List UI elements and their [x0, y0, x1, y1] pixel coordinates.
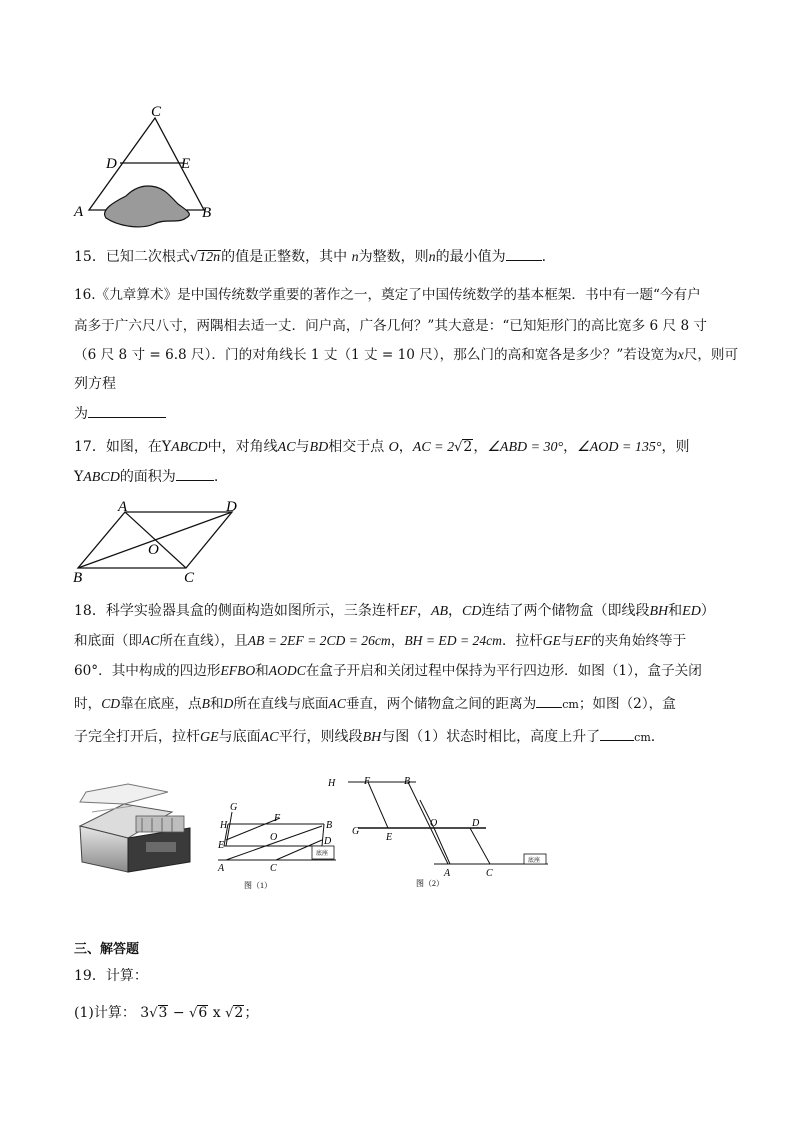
- question-18-line1: 18．科学实验器具盒的侧面构造如图所示，三条连杆EF，AB，CD连结了两个储物盒（即线段BH和ED）: [74, 603, 715, 619]
- figure-1: [212, 796, 340, 892]
- base-label-1: 底座: [316, 851, 329, 857]
- question-15: 15．已知二次根式√12n的值是正整数，其中 n为整数，则n的最小值为 .: [74, 249, 547, 265]
- question-18-line2: 和底面（即AC所在直线），且AB = 2EF = 2CD = 26cm，BH = ED = 24cm．拉杆GE与EF的夹角始终等于: [74, 633, 687, 649]
- label-C: C: [151, 104, 162, 120]
- label-D: D: [226, 499, 237, 515]
- answer-blank-15[interactable]: [506, 260, 542, 261]
- question-16-line3: （6 尺 8 寸 = 6.8 尺）．门的对角线长 1 丈（1 丈 = 10 尺），那么门的高和宽各是多少？”若设宽为x尺，则可: [74, 347, 739, 363]
- label-B: B: [202, 205, 212, 221]
- fig1-label-G: G: [230, 802, 238, 813]
- fig1-label-C: C: [270, 863, 277, 874]
- label-D: D: [106, 156, 117, 172]
- question-18-line4: 时，CD靠在底座，点B和D所在直线与底面AC垂直，两个储物盒之间的距离为 cm；如图（2），盒: [74, 696, 676, 712]
- fig1-label-A: A: [218, 863, 225, 874]
- answer-blank-18b[interactable]: [600, 740, 634, 741]
- label-E: E: [181, 156, 191, 172]
- fig1-caption: 图（1）: [244, 881, 272, 890]
- label-A: A: [118, 499, 128, 515]
- toolbox-photo: [72, 782, 194, 882]
- label-O: O: [148, 542, 159, 558]
- fig1-label-E: E: [218, 840, 225, 851]
- question-16-line5: 为: [74, 404, 166, 424]
- fig2-label-B: B: [404, 776, 411, 787]
- question-17-line1: 17．如图，在YABCD中，对角线AC与BD相交于点 O，AC = 2√2，∠ABD = 30°，∠AOD = 135°，则: [74, 439, 690, 455]
- fig1-label-D: D: [324, 836, 332, 847]
- label-C: C: [184, 570, 195, 586]
- label-B: B: [73, 570, 83, 586]
- fig2-label-F: F: [364, 776, 371, 787]
- triangle-figure: [70, 100, 220, 225]
- fig1-label-O: O: [270, 832, 278, 843]
- fig2-label-A: A: [444, 868, 451, 879]
- ink-blot: [105, 186, 190, 227]
- figure-2: [328, 774, 552, 890]
- fig2-label-O: O: [430, 818, 438, 829]
- fig2-caption: 图（2）: [416, 879, 444, 888]
- fig2-label-C: C: [486, 868, 493, 879]
- question-19-title: 19．计算：: [74, 968, 148, 984]
- answer-blank-17[interactable]: [176, 480, 214, 481]
- question-18-line3: 60°．其中构成的四边形EFBO和AODC在盒子开启和关闭过程中保持为平行四边形．如图（1），盒子关闭: [74, 663, 702, 679]
- question-18-line5: 子完全打开后，拉杆GE与底面AC平行，则线段BH与图（1）状态时相比，高度上升了 cm.: [74, 729, 656, 745]
- section-3-title: 三、解答题: [74, 942, 140, 957]
- fig1-label-H: H: [220, 820, 228, 831]
- base-label-2: 底座: [528, 858, 541, 864]
- question-16-line2: 高多于广六尺八寸，两隅相去适一丈．问户高，广各几何？”其大意是：“已知矩形门的高比宽多 6 尺 8 寸: [74, 318, 708, 334]
- fig1-label-F: F: [274, 813, 281, 824]
- question-19-part1: (1)计算： 3√3 − √6 x √2；: [74, 1005, 259, 1021]
- radical-12n: 12n: [199, 250, 221, 265]
- answer-blank-16[interactable]: [88, 417, 166, 418]
- fig2-label-G: G: [352, 826, 360, 837]
- fig2-label-E: E: [386, 832, 393, 843]
- question-16-line4: 列方程: [74, 376, 116, 392]
- question-16-line1: 16.《九章算术》是中国传统数学重要的著作之一，奠定了中国传统数学的基本框架．书中有一题“今有户: [74, 287, 701, 303]
- answer-blank-18a[interactable]: [536, 707, 562, 708]
- fig1-label-B: B: [326, 820, 333, 831]
- label-A: A: [74, 204, 84, 220]
- parallelogram-figure: [70, 498, 245, 586]
- question-17-line2: YABCD的面积为 .: [74, 469, 219, 485]
- fig2-label-D: D: [472, 818, 480, 829]
- fig2-label-H: H: [328, 778, 336, 789]
